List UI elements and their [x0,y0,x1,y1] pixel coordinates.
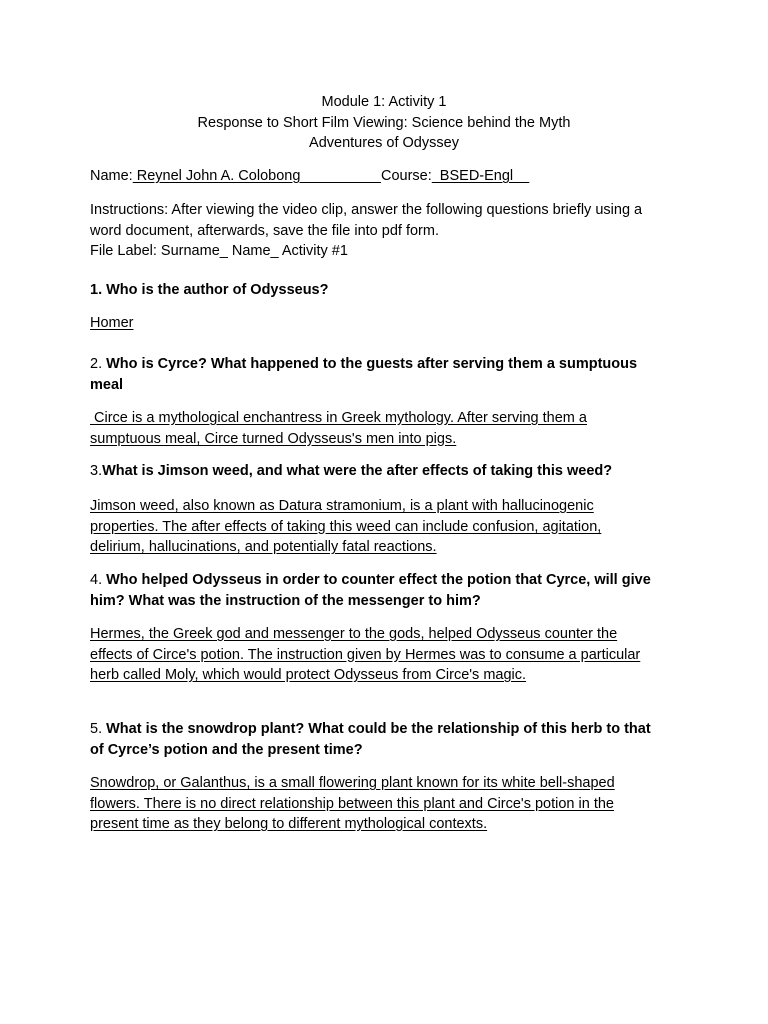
question-number: 5. [90,721,107,737]
question-5 [90,719,690,760]
document-header [0,92,768,154]
answer-text: properties. The after effects of taking this weed can include confusion, agitation, [90,518,602,535]
activity-subtitle: Adventures of Odyssey [309,135,459,151]
answer-text: Circe is a mythological enchantress in Greek mythology. After serving them a [90,410,587,426]
answer-text: present time as they belong to different mythological contexts. [90,816,488,832]
answer-text: Jimson weed, also known as Datura stramonium, is a plant with hallucinogenic [90,498,594,514]
question-text: Who is Cyrce? What happened to the guests after serving them a sumptuous [106,356,638,372]
question-text: meal [90,376,124,393]
file-label-line: File Label: Surname_ Name_ Activity #1 [90,243,348,259]
module-title: Module 1: Activity 1 [321,94,447,110]
name-label: Name: [90,168,133,184]
answer-5 [90,773,690,835]
student-info [90,166,690,187]
answer-text: Homer [90,315,134,331]
question-text: of Cyrce’s potion and the present time? [90,741,363,758]
question-4 [90,570,690,611]
question-text: What is the snowdrop plant? What could be the relationship of this herb to that [106,721,651,737]
question-number: 4. [90,572,107,588]
course-value: BSED-Engl [431,168,530,184]
question-1 [90,280,690,301]
answer-1 [90,313,690,334]
answer-text: Hermes, the Greek god and messenger to the gods, helped Odysseus counter the [90,626,618,642]
answer-2 [90,408,690,449]
answer-4 [90,624,690,686]
answer-text: Snowdrop, or Galanthus, is a small flowering plant known for its white bell-shaped [90,775,615,791]
answer-text: sumptuous meal, Circe turned Odysseus's men into pigs. [90,430,457,447]
question-2 [90,354,690,395]
instructions-line: word document, afterwards, save the file into pdf form. [90,222,439,239]
answer-3 [90,496,690,558]
question-text: What is Jimson weed, and what were the after effects of taking this weed? [102,463,613,479]
question-3 [90,461,690,482]
question-number: 3. [90,463,103,479]
answer-text: herb called Moly, which would protect Odysseus from Circe's magic. [90,667,527,683]
question-text: Who helped Odysseus in order to counter effect the potion that Cyrce, will give [106,572,651,588]
instructions-line: Instructions: After viewing the video clip, answer the following questions briefly using a [90,202,643,218]
answer-text: flowers. There is no direct relationship between this plant and Circe's potion in the [90,795,614,812]
answer-text: effects of Circe's potion. The instruction given by Hermes was to consume a particular [90,646,641,663]
course-label: Course: [380,168,432,184]
question-text: 1. Who is the author of Odysseus? [90,282,329,298]
question-number: 2. [90,356,107,372]
name-value: Reynel John A. Colobong [132,168,381,184]
instructions [90,200,690,262]
question-text: him? What was the instruction of the messenger to him? [90,592,481,609]
answer-text: delirium, hallucinations, and potentially fatal reactions. [90,539,437,555]
activity-title: Response to Short Film Viewing: Science behind the Myth [197,114,571,131]
